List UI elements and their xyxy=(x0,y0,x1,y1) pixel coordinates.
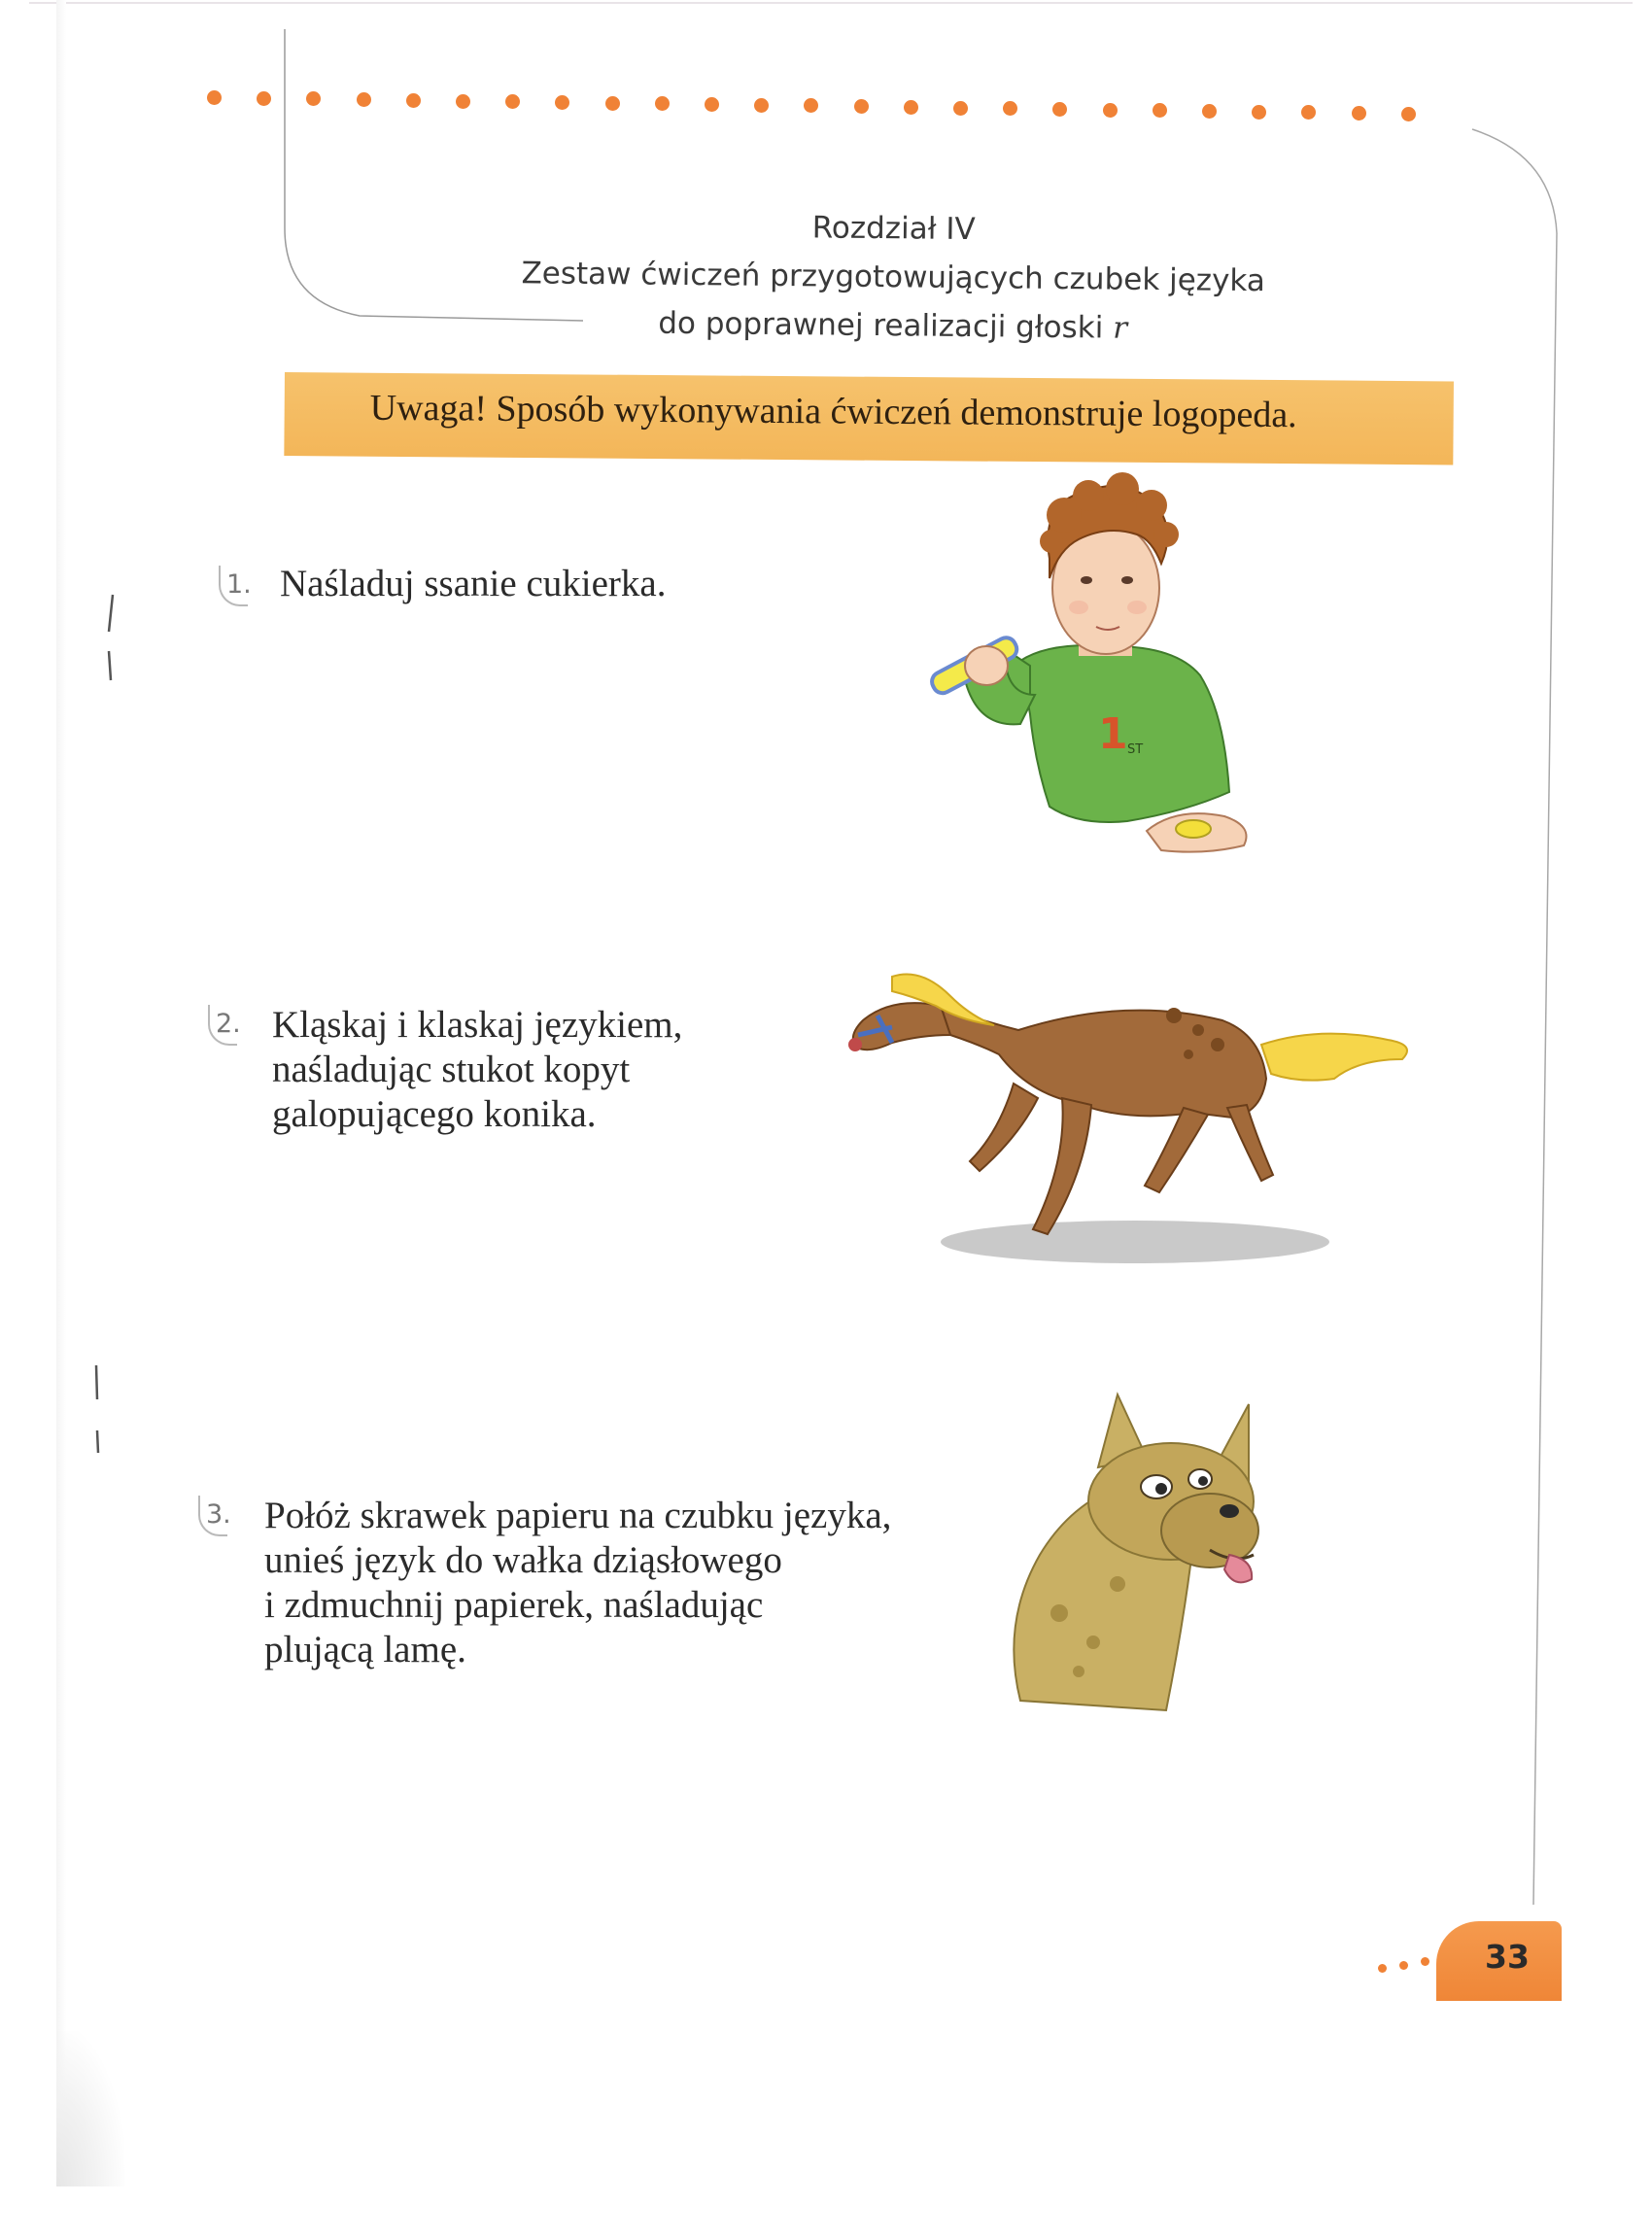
llama-illustration xyxy=(1001,1390,1292,1720)
page-number: 33 xyxy=(1485,1938,1530,1976)
divider-dot xyxy=(1103,103,1118,118)
divider-dot xyxy=(555,95,569,110)
sweater-letters: ST xyxy=(1127,742,1144,757)
divider-dot xyxy=(505,94,520,109)
exercise-2-text xyxy=(272,1003,682,1137)
dotted-divider xyxy=(207,90,1431,118)
exercise-2-line-2: naśladując stukot kopyt xyxy=(272,1049,631,1090)
divider-dot xyxy=(207,90,222,105)
divider-dot xyxy=(1003,101,1017,116)
divider-dot xyxy=(1252,105,1266,120)
chapter-heading xyxy=(406,199,1380,355)
badge-dot-3 xyxy=(1421,1957,1429,1966)
divider-dot xyxy=(953,101,968,116)
divider-dot xyxy=(406,93,421,108)
divider-dot xyxy=(456,94,470,109)
exercise-1-line-1: Naśladuj ssanie cukierka. xyxy=(280,563,667,604)
chapter-label: Rozdział IV xyxy=(811,210,976,248)
note-text: Uwaga! Sposób wykonywania ćwiczeń demonstruje logopeda. xyxy=(369,387,1297,436)
exercise-3-text xyxy=(264,1494,891,1672)
exercise-1-text xyxy=(280,562,666,606)
badge-dot-1 xyxy=(1378,1964,1387,1973)
boy-with-candy-illustration xyxy=(933,471,1273,870)
note-bar xyxy=(284,372,1454,465)
exercise-2-line-3: galopującego konika. xyxy=(272,1093,597,1135)
chapter-title-letter: r xyxy=(1112,310,1128,346)
exercise-3-line-2: unieś język do wałka dziąsłowego xyxy=(264,1539,782,1581)
divider-dot xyxy=(357,92,371,107)
divider-dot xyxy=(1401,107,1416,121)
divider-dot xyxy=(257,91,271,106)
divider-dot xyxy=(605,96,620,111)
chapter-title-line-2 xyxy=(406,296,1378,355)
sweater-number: 1 xyxy=(1098,709,1128,759)
exercise-3-line-3: i zdmuchnij papierek, naśladując xyxy=(264,1584,764,1626)
divider-dot xyxy=(1052,102,1067,117)
divider-dot xyxy=(854,99,869,114)
page-number-badge xyxy=(1436,1921,1562,2001)
horse-illustration xyxy=(834,938,1417,1268)
divider-dot xyxy=(705,97,719,112)
divider-dot xyxy=(1153,103,1167,118)
divider-dot xyxy=(1202,104,1217,119)
exercise-3-line-4: plującą lamę. xyxy=(264,1629,466,1670)
chapter-title-line-1: Zestaw ćwiczeń przygotowujących czubek języka xyxy=(521,256,1266,299)
exercise-2-line-1: Kląskaj i klaskaj językiem, xyxy=(272,1004,683,1046)
exercise-3-number: 3. xyxy=(206,1499,231,1530)
divider-dot xyxy=(754,98,769,113)
chapter-title-line-2-text: do poprawnej realizacji głoski xyxy=(658,305,1104,346)
divider-dot xyxy=(1352,106,1366,121)
exercise-1-number: 1. xyxy=(226,569,252,600)
exercise-2-number: 2. xyxy=(216,1009,241,1039)
divider-dot xyxy=(306,91,321,106)
divider-dot xyxy=(804,98,818,113)
exercise-3-line-1: Połóż skrawek papieru na czubku języka, xyxy=(264,1495,892,1536)
divider-dot xyxy=(904,100,918,115)
badge-dot-2 xyxy=(1399,1961,1408,1970)
divider-dot xyxy=(655,96,670,111)
